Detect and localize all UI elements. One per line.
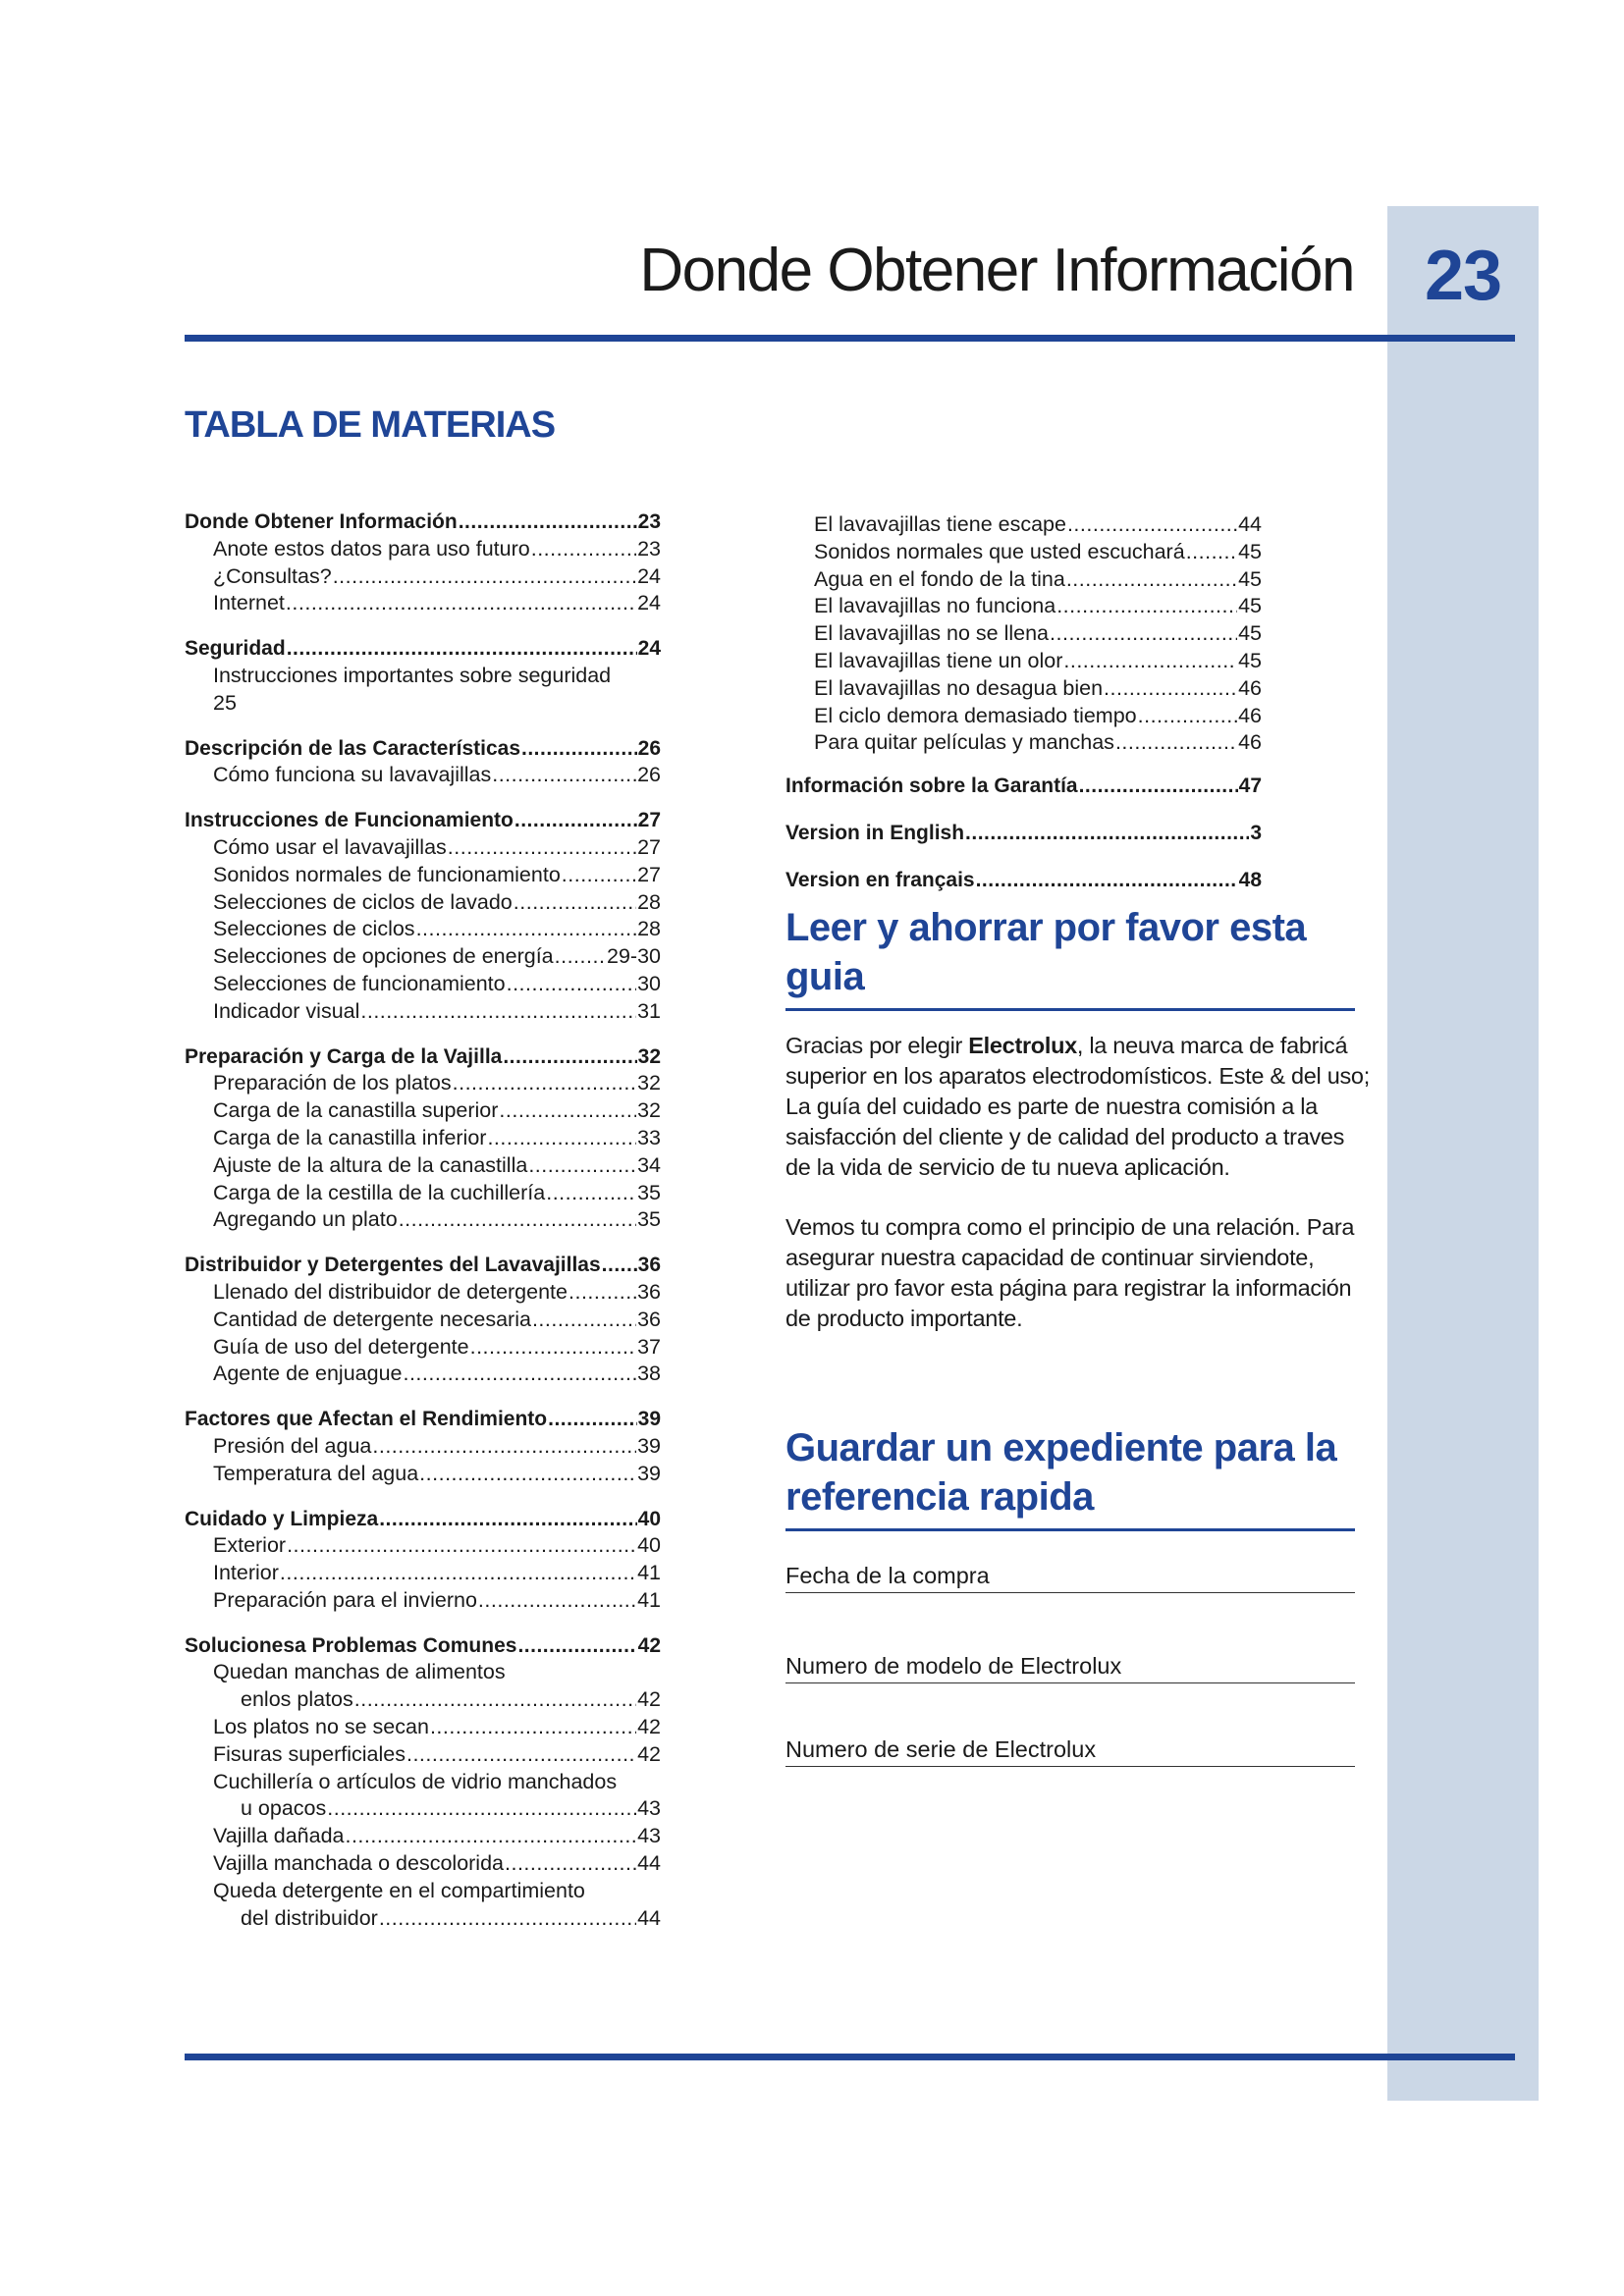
brand-name: Electrolux [968,1033,1077,1058]
serial-number-field[interactable]: Numero de serie de Electrolux [785,1735,1355,1767]
toc-entry-label: Internet [213,591,285,615]
toc-entry-page: 48 [1238,868,1262,891]
footer-rule [185,2054,1515,2060]
read-paragraph-1 [785,1031,1375,1183]
toc-leader-dots [555,943,606,971]
toc-entry-page: 32 [637,1044,661,1068]
toc-entry-page: 31 [637,998,661,1023]
toc-entry-label: Carga de la canastilla superior [213,1098,499,1123]
toc-entry[interactable] [185,862,661,889]
toc-leader-dots [562,862,636,889]
toc-section [185,1406,661,1487]
toc-entry-page: 43 [637,1824,661,1848]
toc-entry[interactable] [185,1279,661,1307]
toc-entry-label: Distribuidor y Detergentes del Lavavajillas [185,1254,601,1277]
toc-entry-line[interactable]: Quedan manchas de alimentos [213,1660,506,1684]
toc-entry-page: 41 [637,1587,661,1612]
toc-entry-page: 26 [637,736,661,760]
toc-entry-page: 36 [637,1254,661,1277]
toc-entry-label: Llenado del distribuidor de detergente [213,1279,568,1304]
toc-entry-label: enlos platos [241,1687,353,1712]
toc-section [185,1252,661,1388]
toc-entry-page: 26 [637,763,661,787]
toc-entry[interactable] [785,566,1262,594]
toc-entry-page: 35 [637,1207,661,1232]
toc-entry[interactable] [185,1795,661,1823]
read-section-rule [785,1008,1355,1011]
toc-entry-page: 46 [1238,703,1262,727]
toc-heading: TABLA DE MATERIAS [185,404,556,446]
toc-entry-line[interactable]: 25 [213,690,237,715]
toc-entry-page: 24 [637,637,661,661]
toc-entry-label: Guía de uso del detergente [213,1334,469,1359]
toc-entry-page: 39 [637,1461,661,1485]
toc-entry-page: 27 [637,809,661,832]
toc-entry[interactable] [185,1532,661,1560]
toc-section-entry[interactable] [185,1043,661,1071]
toc-leader-dots [403,1361,636,1388]
toc-section-entry[interactable] [785,773,1262,800]
toc-entry-label: ¿Consultas? [213,563,332,588]
toc-entry[interactable] [185,1686,661,1714]
toc-entry-page: 41 [637,1561,661,1585]
toc-leader-dots [286,590,636,617]
toc-entry[interactable] [785,648,1262,675]
toc-leader-dots [372,1433,636,1461]
toc-entry-page: 23 [637,510,661,533]
toc-leader-dots [1186,539,1237,566]
toc-leader-dots [1063,648,1237,675]
toc-section [185,735,661,790]
page-title: Donde Obtener Información [639,237,1354,304]
toc-entry-label: u opacos [241,1796,327,1821]
page-number: 23 [1424,237,1502,315]
toc-entry[interactable] [185,943,661,971]
toc-entry[interactable] [185,889,661,917]
toc-entry-label: Indicador visual [213,998,360,1023]
toc-leader-dots [327,1795,636,1823]
toc-entry-label: Para quitar películas y manchas [814,730,1114,755]
toc-leader-dots [514,807,637,834]
toc-entry-label: Factores que Afectan el Rendimiento [185,1408,548,1431]
toc-entry-page: 33 [637,1125,661,1149]
toc-leader-dots [416,916,637,943]
toc-entry-label: Solucionesa Problemas Comunes [185,1633,517,1657]
toc-leader-dots [528,1152,636,1180]
toc-section-entry[interactable] [185,1632,661,1660]
toc-entry-page: 29-30 [607,944,661,969]
toc-entry-label: Seguridad [185,637,286,661]
p1-before: Gracias por elegir [785,1033,969,1058]
toc-leader-dots [1079,773,1238,800]
toc-entry-page: 42 [637,1715,661,1739]
purchase-date-field[interactable]: Fecha de la compra [785,1561,1355,1593]
toc-entry-label: Anote estos datos para uso futuro [213,536,530,561]
toc-leader-dots [602,1252,637,1279]
toc-entry-page: 32 [637,1071,661,1095]
toc-entry[interactable] [785,675,1262,703]
toc-entry-page: 45 [1238,566,1262,591]
toc-entry-label: Exterior [213,1533,287,1558]
toc-right-column [785,511,1262,914]
toc-entry-label: Cómo usar el lavavajillas [213,834,447,859]
toc-leader-dots [379,1905,636,1933]
toc-entry-page: 39 [637,1433,661,1458]
toc-leader-dots [976,867,1238,894]
toc-leader-dots [287,635,637,663]
record-section-rule [785,1528,1355,1531]
toc-entry[interactable] [185,1070,661,1097]
toc-leader-dots [470,1334,636,1362]
toc-entry-page: 37 [637,1334,661,1359]
toc-entry-label: Selecciones de ciclos de lavado [213,889,513,914]
toc-entry[interactable] [185,1714,661,1741]
toc-entry[interactable] [185,998,661,1026]
toc-leader-dots [1066,566,1237,594]
toc-leader-dots [503,1043,636,1071]
toc-entry-page: 28 [637,889,661,914]
toc-leader-dots [430,1714,636,1741]
toc-entry-label: Donde Obtener Información [185,510,458,533]
toc-entry[interactable] [185,1823,661,1850]
toc-leader-dots [1104,675,1237,703]
toc-section [185,807,661,1025]
toc-leader-dots [399,1206,636,1234]
toc-entry-page: 35 [637,1180,661,1204]
toc-entry[interactable] [185,834,661,862]
toc-entry-line[interactable]: Instrucciones importantes sobre seguridad [213,663,612,687]
toc-leader-dots [453,1070,636,1097]
toc-entry-label: Selecciones de opciones de energía [213,944,554,969]
toc-entry-page: 44 [1238,512,1262,536]
read-paragraph-2: Vemos tu compra como el principio de una relación. Para asegurar nuestra capacidad de continuar sirviendote, utilizar pro favor esta página para registrar la información de producto importante. [785,1214,1355,1331]
toc-section-entry[interactable] [185,635,661,663]
toc-entry-label: Selecciones de ciclos [213,917,415,941]
toc-entry-line[interactable]: Queda detergente en el compartimiento [213,1878,585,1902]
toc-entry-label: Interior [213,1561,279,1585]
toc-leader-dots [505,1850,636,1878]
toc-leader-dots [507,971,636,998]
toc-entry[interactable] [785,703,1262,730]
toc-entry[interactable] [185,916,661,943]
toc-entry-page: 27 [637,834,661,859]
toc-section-entry[interactable] [185,1252,661,1279]
toc-section [185,1632,661,1933]
toc-entry-page: 24 [637,591,661,615]
toc-entry-page: 3 [1250,821,1262,844]
read-section-title: Leer y ahorrar por favor esta guia [785,906,1307,998]
toc-leader-dots [406,1741,636,1769]
toc-entry-page: 30 [637,971,661,995]
toc-entry-label: Información sobre la Garantía [785,774,1078,798]
toc-entry[interactable] [185,1361,661,1388]
toc-entry-label: El lavavajillas no funciona [814,594,1056,618]
toc-leader-dots [478,1587,636,1615]
toc-leader-dots [360,998,636,1026]
toc-leader-dots [531,536,636,563]
toc-section [185,635,661,717]
toc-entry-label: Version in English [785,821,965,844]
toc-entry-label: Carga de la canastilla inferior [213,1125,487,1149]
toc-leader-dots [521,735,637,763]
toc-entry[interactable] [185,536,661,563]
toc-entry-page: 40 [637,1507,661,1530]
toc-entry-page: 34 [637,1152,661,1177]
toc-entry-page: 38 [637,1362,661,1386]
toc-right-items [785,511,1262,757]
toc-entry[interactable] [185,1461,661,1488]
toc-entry[interactable] [185,1206,661,1234]
toc-entry-page: 36 [637,1307,661,1331]
toc-entry-page: 42 [637,1633,661,1657]
toc-section-entry[interactable] [185,735,661,763]
toc-section [185,508,661,617]
toc-entry-label: Agua en el fondo de la tina [814,566,1065,591]
toc-entry[interactable] [185,1152,661,1180]
toc-entry[interactable] [185,762,661,789]
toc-leader-dots [546,1180,636,1207]
toc-entry[interactable] [185,971,661,998]
toc-entry-label: Preparación y Carga de la Vajilla [185,1044,503,1068]
toc-section [185,1506,661,1615]
toc-entry-page: 23 [637,536,661,561]
toc-leader-dots [492,762,636,789]
toc-entry-label: Temperatura del agua [213,1461,419,1485]
model-number-field[interactable]: Numero de modelo de Electrolux [785,1651,1355,1683]
toc-leader-dots [345,1823,636,1850]
header-rule [185,335,1515,342]
toc-entry-label: Sonidos normales que usted escuchará [814,539,1185,563]
toc-entry-label: Presión del agua [213,1433,372,1458]
toc-entry-label: El ciclo demora demasiado tiempo [814,703,1137,727]
toc-leader-dots [487,1125,636,1152]
toc-leader-dots [280,1560,636,1587]
toc-entry-label: Preparación para el invierno [213,1587,477,1612]
toc-leader-dots [419,1461,636,1488]
toc-entry-page: 45 [1238,539,1262,563]
toc-entry[interactable] [185,1433,661,1461]
toc-entry[interactable] [185,1334,661,1362]
toc-entry-label: Instrucciones de Funcionamiento [185,809,514,832]
toc-entry-label: Carga de la cestilla de la cuchillería [213,1180,546,1204]
toc-entry[interactable] [185,1125,661,1152]
toc-entry-label: El lavavajillas tiene un olor [814,648,1063,672]
toc-section [185,1043,661,1235]
toc-section-entry[interactable] [785,820,1262,847]
toc-entry[interactable] [785,539,1262,566]
toc-entry-label: del distribuidor [241,1905,378,1930]
toc-entry[interactable] [185,1741,661,1769]
toc-entry-page: 24 [637,563,661,588]
toc-leader-dots [333,563,636,591]
toc-entry-label: Sonidos normales de funcionamiento [213,862,561,886]
toc-entry-page: 40 [637,1533,661,1558]
toc-entry-page: 47 [1238,774,1262,798]
toc-section-entry[interactable] [185,1406,661,1433]
toc-entry-page: 44 [637,1905,661,1930]
toc-entry[interactable] [785,511,1262,539]
toc-entry[interactable] [185,1560,661,1587]
toc-entry-page: 46 [1238,730,1262,755]
toc-entry-label: Descripción de las Características [185,736,521,760]
toc-leader-dots [448,834,636,862]
toc-entry-page: 32 [637,1098,661,1123]
toc-entry-label: Preparación de los platos [213,1071,452,1095]
toc-entry-page: 42 [637,1687,661,1712]
toc-entry-label: Vajilla dañada [213,1824,345,1848]
toc-section-entry[interactable] [185,807,661,834]
toc-leader-dots [499,1097,636,1125]
toc-section-entry[interactable] [185,508,661,536]
toc-entry-page: 45 [1238,594,1262,618]
toc-entry-page: 45 [1238,621,1262,646]
toc-section-entry[interactable] [785,867,1262,894]
toc-leader-dots [965,820,1249,847]
toc-entry-label: Fisuras superficiales [213,1741,406,1766]
toc-entry-page: 28 [637,917,661,941]
toc-entry-page: 43 [637,1796,661,1821]
toc-section-entry[interactable] [185,1506,661,1533]
record-section-title: Guardar un expediente para la referencia rapida [785,1426,1337,1519]
toc-leader-dots [517,1632,636,1660]
toc-left-column [185,508,661,1949]
toc-entry[interactable] [785,620,1262,648]
toc-entry-label: Cuidado y Limpieza [185,1507,379,1530]
toc-leader-dots [459,508,637,536]
toc-entry[interactable] [185,1307,661,1334]
toc-entry-page: 44 [637,1851,661,1876]
toc-right-sections [785,773,1262,893]
toc-entry[interactable] [185,563,661,591]
toc-entry-label: El lavavajillas tiene escape [814,512,1066,536]
toc-entry-label: Version en français [785,868,975,891]
toc-entry-label: Ajuste de la altura de la canastilla [213,1152,528,1177]
toc-leader-dots [532,1307,636,1334]
toc-entry[interactable] [185,590,661,617]
read-section-body [785,1031,1375,1363]
toc-entry-label: Agente de enjuague [213,1362,403,1386]
toc-leader-dots [568,1279,636,1307]
toc-entry-page: 39 [637,1408,661,1431]
toc-leader-dots [548,1406,637,1433]
toc-leader-dots [1138,703,1237,730]
toc-entry[interactable] [185,1905,661,1933]
toc-entry[interactable] [185,1097,661,1125]
toc-entry-label: Los platos no se secan [213,1715,429,1739]
toc-leader-dots [1056,593,1237,620]
toc-entry-label: Vajilla manchada o descolorida [213,1851,505,1876]
toc-entry-page: 46 [1238,675,1262,700]
toc-entry-label: Selecciones de funcionamiento [213,971,506,995]
toc-entry[interactable] [785,729,1262,757]
toc-entry[interactable] [185,1850,661,1878]
toc-entry-label: Cantidad de detergente necesaria [213,1307,531,1331]
toc-entry-line[interactable]: Cuchillería o artículos de vidrio manchados [213,1769,618,1793]
toc-leader-dots [514,889,636,917]
toc-entry-page: 45 [1238,648,1262,672]
toc-leader-dots [1050,620,1237,648]
toc-leader-dots [1067,511,1237,539]
toc-leader-dots [379,1506,636,1533]
p1-after: , la neuva marca de fabricá superior en los aparatos electrodomísticos. Este & del uso; La guía del cuidado es parte de nuestra comisión a la saisfacción del cliente y de calidad del producto a traves de la vida de servicio de tu nueva aplicación. [785,1033,1370,1180]
toc-entry[interactable] [185,1180,661,1207]
toc-leader-dots [287,1532,636,1560]
toc-entry-page: 27 [637,862,661,886]
toc-entry-label: Cómo funciona su lavavajillas [213,763,492,787]
toc-entry[interactable] [185,1587,661,1615]
toc-entry-label: El lavavajillas no desagua bien [814,675,1104,700]
toc-leader-dots [1115,729,1237,757]
toc-entry-label: Agregando un plato [213,1207,398,1232]
toc-entry[interactable] [785,593,1262,620]
toc-leader-dots [354,1686,636,1714]
toc-entry-label: El lavavajillas no se llena [814,621,1050,646]
sidebar-band [1387,206,1539,2101]
toc-entry-page: 36 [637,1279,661,1304]
toc-entry-page: 42 [637,1741,661,1766]
